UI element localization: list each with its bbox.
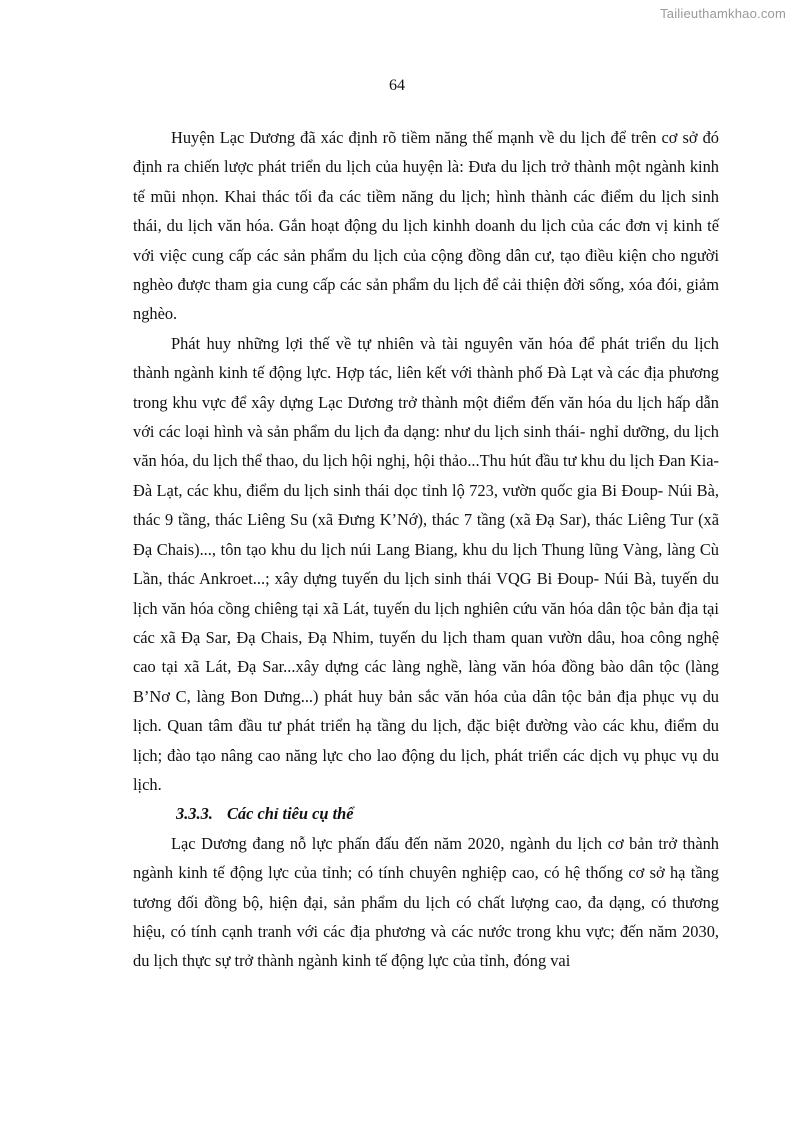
paragraph-development-strategy: Huyện Lạc Dương đã xác định rõ tiềm năng thế mạnh về du lịch để trên cơ sở đó định ra chiến lược phát triển du lịch của huyện là: Đưa du lịch trở thành một ngành kinh tế mũi nhọn. Khai thác tối đa các tiềm năng du lịch; hình thành các điểm du lịch sinh thái, du lịch văn hóa. Gắn hoạt động du lịch kinhh doanh du lịch của các đơn vị kinh tế với việc cung cấp các sản phẩm du lịch của cộng đồng dân cư, tạo điều kiện cho người nghèo được tham gia cung cấp các sản phẩm du lịch để cải thiện đời sống, xóa đói, giảm nghèo. [133, 128, 719, 324]
section-number: 3.3.3. [176, 804, 213, 824]
section-title: Các chỉ tiêu cụ thể [227, 804, 354, 824]
document-body [133, 123, 719, 976]
paragraph-tourism-promotion: Phát huy những lợi thế về tự nhiên và tài nguyên văn hóa để phát triển du lịch thành ngành kinh tế động lực. Hợp tác, liên kết với thành phố Đà Lạt và các địa phương trong khu vực để xây dựng Lạc Dương trở thành một điểm đến văn hóa du lịch hấp dẫn với các loại hình và sản phẩm du lịch đa dạng: như du lịch sinh thái- nghỉ dưỡng, du lịch văn hóa, du lịch thể thao, du lịch hội nghị, hội thảo...Thu hút đầu tư khu du lịch Đan Kia- Đà Lạt, các khu, điểm du lịch sinh thái dọc tỉnh lộ 723, vườn quốc gia Bi Đoup- Núi Bà, thác 9 tầng, thác Liêng Su (xã Đưng K’Nớ), thác 7 tầng (xã Đạ Sar), thác Liêng Tur (xã Đạ Chais)..., tôn tạo khu du lịch núi Lang Biang, khu du lịch Thung lũng Vàng, làng Cù Lần, thác Ankroet...; xây dựng tuyến du lịch sinh thái VQG Bi Đoup- Núi Bà, tuyến du lịch văn hóa cồng chiêng tại xã Lát, tuyến du lịch nghiên cứu văn hóa dân tộc bản địa tại các xã Đạ Sar, Đạ Chais, Đạ Nhim, tuyến du lịch tham quan vườn dâu, hoa công nghệ cao tại xã Lát, Đạ Sar...xây dựng các làng nghề, làng văn hóa đồng bào dân tộc (làng B’Nơ C, làng Bon Dưng...) phát huy bản sắc văn hóa của dân tộc bản địa phục vụ du lịch. Quan tâm đầu tư phát triển hạ tầng du lịch, đặc biệt đường vào các khu, điểm du lịch; đào tạo nâng cao năng lực cho lao động du lịch, phát triển các dịch vụ phục vụ du lịch. [133, 333, 719, 794]
watermark: Tailieuthamkhao.com [660, 6, 786, 21]
section-heading [133, 799, 719, 828]
paragraph-specific-targets: Lạc Dương đang nỗ lực phấn đấu đến năm 2020, ngành du lịch cơ bản trở thành ngành kinh tế động lực của tỉnh; có tính chuyên nghiệp cao, có hệ thống cơ sở hạ tầng tương đối đồng bộ, hiện đại, sản phẩm du lịch có chất lượng cao, đa dạng, có thương hiệu, có tính cạnh tranh với các địa phương và các nước trong khu vực; đến năm 2030, du lịch thực sự trở thành ngành kinh tế động lực của tỉnh, đóng vai [133, 833, 719, 971]
page-number: 64 [389, 77, 405, 94]
